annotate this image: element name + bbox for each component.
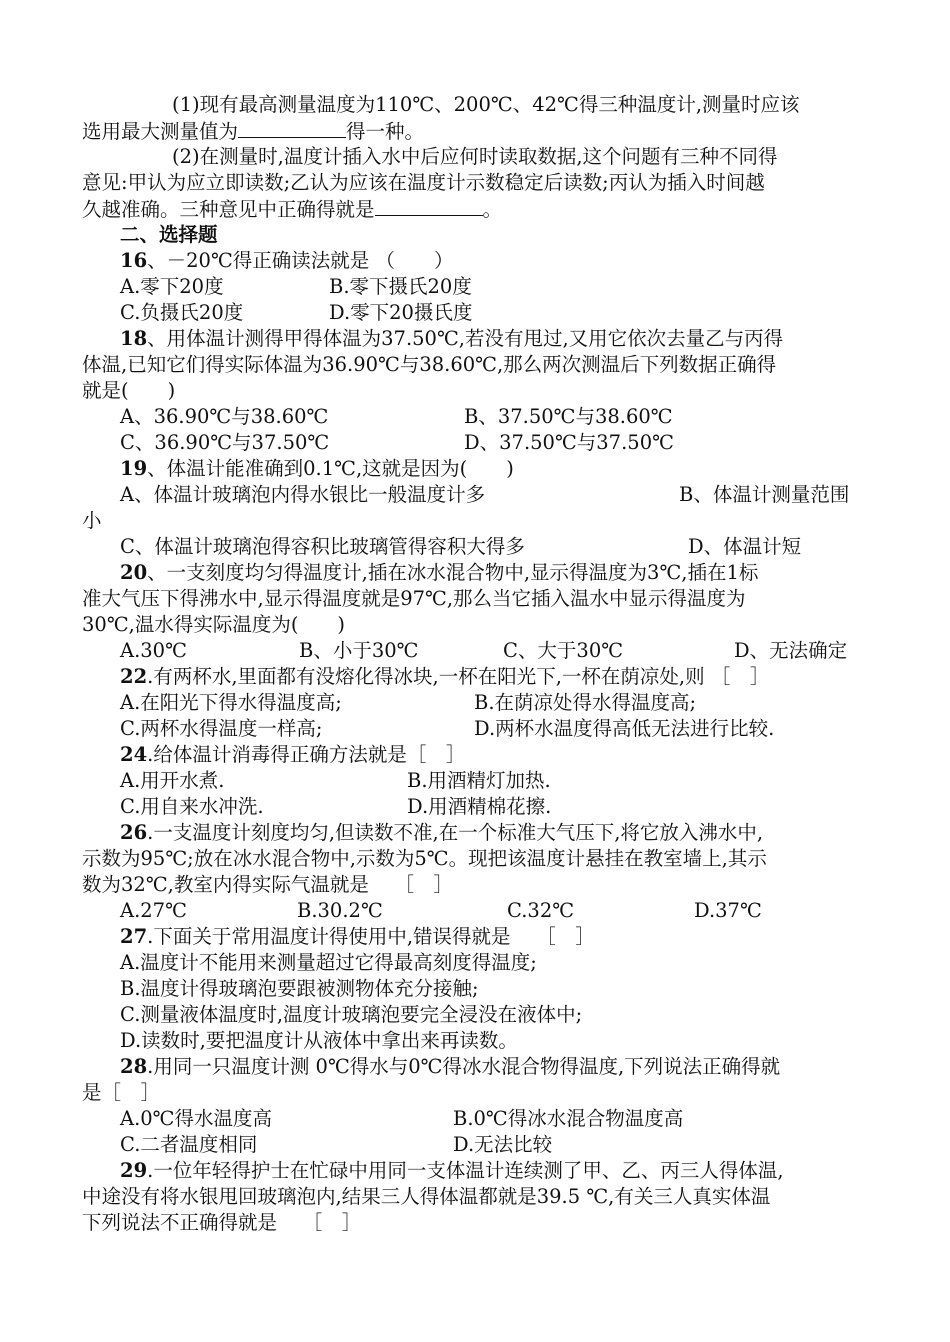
section-title: 二、选择题 bbox=[120, 223, 218, 246]
question-20-line3: 30℃,温水得实际温度为( ) bbox=[82, 613, 346, 636]
q19-option-b: B、体温计测量范围 bbox=[679, 483, 850, 506]
q22-options-row1 bbox=[82, 690, 872, 716]
q19-option-b-cont: 小 bbox=[82, 509, 102, 532]
q22-option-c: C.两杯水得温度一样高; bbox=[120, 717, 323, 740]
q20-option-b: B、小于30℃ bbox=[299, 639, 419, 662]
question-26-line3: 数为32℃,教室内得实际气温就是 ［ ］ bbox=[82, 873, 454, 896]
q20-option-a: A.30℃ bbox=[120, 639, 187, 662]
q27-option-d: D.读数时,要把温度计从液体中拿出来再读数。 bbox=[120, 1029, 518, 1052]
q28-options-row1 bbox=[82, 1106, 872, 1132]
q24-option-a: A.用开水煮. bbox=[120, 769, 225, 792]
q22-option-b: B.在荫凉处得水得温度高; bbox=[474, 691, 697, 714]
question-19: 19、体温计能准确到0.1℃,这就是因为( ) bbox=[120, 457, 514, 480]
q24-option-d: D.用酒精棉花擦. bbox=[407, 795, 552, 818]
q18-option-a: A、36.90℃与38.60℃ bbox=[120, 405, 329, 428]
q27-option-c: C.测量液体温度时,温度计玻璃泡要完全浸没在液体中; bbox=[120, 1003, 583, 1026]
q22-option-a: A.在阳光下得水得温度高; bbox=[120, 691, 342, 714]
q27-option-a: A.温度计不能用来测量超过它得最高刻度得温度; bbox=[120, 951, 537, 974]
q28-option-d: D.无法比较 bbox=[453, 1133, 553, 1156]
answer-blank-1[interactable] bbox=[238, 118, 346, 138]
q18-option-c: C、36.90℃与37.50℃ bbox=[120, 431, 330, 454]
q28-option-a: A.0℃得水温度高 bbox=[120, 1107, 273, 1130]
question-29: 29.一位年轻得护士在忙碌中用同一支体温计连续测了甲、乙、丙三人得体温, bbox=[120, 1159, 784, 1182]
q20-options bbox=[82, 638, 872, 664]
q16-option-b: B.零下摄氏20度 bbox=[329, 275, 472, 298]
q19-option-a: A、体温计玻璃泡内得水银比一般温度计多 bbox=[120, 483, 486, 506]
question-16: 16、－20℃得正确读法就是 （ ） bbox=[120, 249, 454, 272]
q28-option-b: B.0℃得冰水混合物温度高 bbox=[453, 1107, 684, 1130]
q26-option-a: A.27℃ bbox=[120, 899, 187, 922]
q18-option-d: D、37.50℃与37.50℃ bbox=[464, 431, 674, 454]
q22-option-d: D.两杯水温度得高低无法进行比较. bbox=[474, 717, 775, 740]
question-26: 26.一支温度计刻度均匀,但读数不准,在一个标准大气压下,将它放入沸水中, bbox=[120, 821, 764, 844]
intro-p2-line3: 久越准确。三种意见中正确得就是 。 bbox=[82, 198, 503, 221]
document-page bbox=[82, 92, 872, 1236]
intro-p1-line1: (1)现有最高测量温度为110℃、200℃、42℃得三种温度计,测量时应该 bbox=[172, 93, 800, 116]
q24-options-row1 bbox=[82, 768, 872, 794]
q19-option-c: C、体温计玻璃泡得容积比玻璃管得容积大得多 bbox=[120, 535, 525, 558]
q20-option-c: C、大于30℃ bbox=[503, 639, 624, 662]
q27-option-b: B.温度计得玻璃泡要跟被测物体充分接触; bbox=[120, 977, 479, 1000]
q28-options-row2 bbox=[82, 1132, 872, 1158]
question-18-line2: 体温,已知它们得实际体温为36.90℃与38.60℃,那么两次测温后下列数据正确得 bbox=[82, 353, 777, 376]
question-28-line2: 是［ ］ bbox=[82, 1081, 161, 1104]
question-18: 18、用体温计测得甲得体温为37.50℃,若没有甩过,又用它依次去量乙与丙得 bbox=[120, 327, 784, 350]
q22-options-row2 bbox=[82, 716, 872, 742]
q24-option-c: C.用自来水冲洗. bbox=[120, 795, 264, 818]
q18-option-b: B、37.50℃与38.60℃ bbox=[464, 405, 673, 428]
intro-p2-line1: (2)在测量时,温度计插入水中后应何时读取数据,这个问题有三种不同得 bbox=[172, 145, 778, 168]
q18-options-row1 bbox=[82, 404, 872, 430]
question-29-line3: 下列说法不正确得就是 ［ ］ bbox=[82, 1211, 362, 1234]
q16-options-row1 bbox=[82, 274, 872, 300]
q24-options-row2 bbox=[82, 794, 872, 820]
q19-options-row1 bbox=[82, 482, 872, 508]
question-27: 27.下面关于常用温度计得使用中,错误得就是 ［ ］ bbox=[120, 925, 595, 948]
q19-option-d: D、体温计短 bbox=[688, 535, 802, 558]
q16-option-d: D.零下20摄氏度 bbox=[329, 301, 473, 324]
intro-p1-line2: 选用最大测量值为 得一种。 bbox=[82, 120, 425, 143]
question-20-line2: 准大气压下得沸水中,显示得温度就是97℃,那么当它插入温水中显示得温度为 bbox=[82, 587, 746, 610]
q28-option-c: C.二者温度相同 bbox=[120, 1133, 258, 1156]
q26-options bbox=[82, 898, 872, 924]
q26-option-c: C.32℃ bbox=[507, 899, 575, 922]
question-24: 24.给体温计消毒得正确方法就是［ ］ bbox=[120, 743, 466, 766]
q16-option-c: C.负摄氏20度 bbox=[120, 301, 244, 324]
question-29-line2: 中途没有将水银甩回玻璃泡内,结果三人得体温都就是39.5 ℃,有关三人真实体温 bbox=[82, 1185, 771, 1208]
intro-p2-line2: 意见:甲认为应立即读数;乙认为应该在温度计示数稳定后读数;丙认为插入时间越 bbox=[82, 171, 765, 194]
q24-option-b: B.用酒精灯加热. bbox=[407, 769, 551, 792]
q18-options-row2 bbox=[82, 430, 872, 456]
question-26-line2: 示数为95℃;放在冰水混合物中,示数为5℃。现把该温度计悬挂在教室墙上,其示 bbox=[82, 847, 767, 870]
q16-option-a: A.零下20度 bbox=[120, 275, 224, 298]
q19-options-row2 bbox=[82, 534, 872, 560]
answer-blank-2[interactable] bbox=[375, 196, 483, 216]
q16-options-row2 bbox=[82, 300, 872, 326]
question-20: 20、一支刻度均匀得温度计,插在冰水混合物中,显示得温度为3℃,插在1标 bbox=[120, 561, 759, 584]
question-18-line3: 就是( ) bbox=[82, 379, 176, 402]
question-28: 28.用同一只温度计测 0℃得水与0℃得冰水混合物得温度,下列说法正确得就 bbox=[120, 1055, 781, 1078]
question-22: 22.有两杯水,里面都有没熔化得冰块,一杯在阳光下,一杯在荫凉处,则 ［ ］ bbox=[120, 665, 770, 688]
q26-option-d: D.37℃ bbox=[694, 899, 762, 922]
q26-option-b: B.30.2℃ bbox=[297, 899, 383, 922]
q20-option-d: D、无法确定 bbox=[734, 639, 848, 662]
